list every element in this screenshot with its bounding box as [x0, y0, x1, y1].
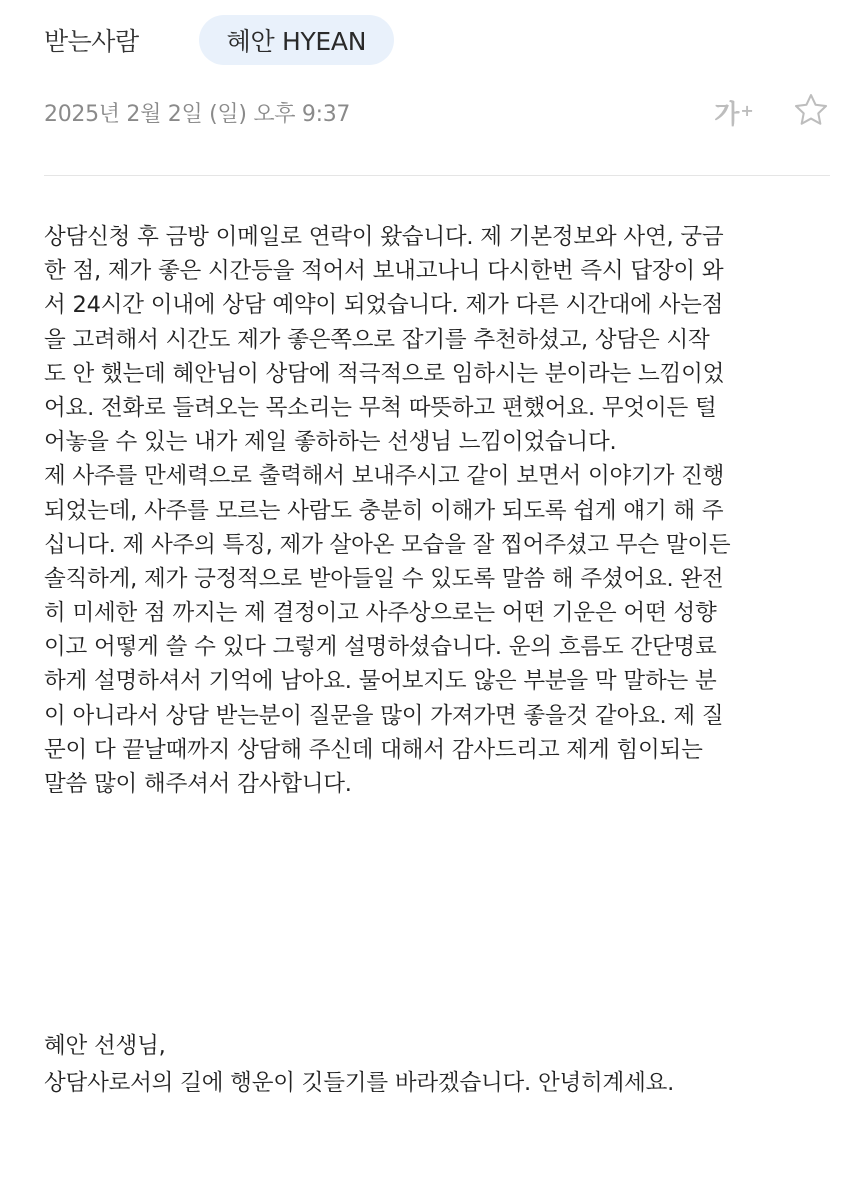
body-line: 되었는데, 사주를 모르는 사람도 충분히 이해가 되도록 쉽게 얘기 해 주 [44, 497, 724, 524]
body-line: 어놓을 수 있는 내가 제일 좋하하는 선생님 느낌이었습니다. [44, 429, 617, 456]
recipient-row [44, 14, 394, 66]
message-body [44, 220, 834, 801]
body-line: 어요. 전화로 들려오는 목소리는 무척 따뜻하고 편했어요. 무엇이든 털 [44, 394, 717, 421]
body-line: 한 점, 제가 좋은 시간등을 적어서 보내고나니 다시한번 즉시 답장이 와 [44, 258, 724, 285]
closing-farewell: 상담사로서의 길에 행운이 깃들기를 바라겠습니다. 안녕히계세요. [44, 1070, 675, 1096]
closing-greeting: 혜안 선생님, [44, 1033, 166, 1059]
body-line: 이고 어떻게 쓸 수 있다 그렇게 설명하셨습니다. 운의 흐름도 간단명료 [44, 634, 717, 661]
recipient-label: 받는사람 [44, 27, 139, 56]
sent-date: 2025년 2월 2일 (일) 오후 9:37 [44, 101, 351, 127]
header-divider [44, 175, 830, 176]
body-line: 서 24시간 이내에 상담 예약이 되었습니다. 제가 다른 시간대에 사는점 [44, 292, 724, 319]
body-line: 솔직하게, 제가 긍정적으로 받아들일 수 있도록 말씀 해 주셨어요. 완전 [44, 565, 724, 592]
body-line: 십니다. 제 사주의 특징, 제가 살아온 모습을 잘 찝어주셨고 무슨 말이든 [44, 531, 731, 558]
body-line: 문이 다 끝날때까지 상담해 주신데 대해서 감사드리고 제게 힘이되는 [44, 736, 703, 763]
body-line: 도 안 했는데 혜안님이 상담에 적극적으로 임하시는 분이라는 느낌이었 [44, 360, 725, 387]
body-line: 히 미세한 점 까지는 제 결정이고 사주상으로는 어떤 기운은 어떤 성향 [44, 600, 717, 627]
body-line: 상담신청 후 금방 이메일로 연락이 왔습니다. 제 기본정보와 사연, 궁금 [44, 224, 724, 250]
body-line: 을 고려해서 시간도 제가 좋은쪽으로 잡기를 추천하셨고, 상담은 시작 [44, 326, 710, 353]
body-line: 이 아니라서 상담 받는분이 질문을 많이 가져가면 좋을것 같아요. 제 질 [44, 702, 724, 729]
font-size-button[interactable] [708, 92, 760, 132]
font-size-label: 가 [714, 99, 740, 130]
body-line: 하게 설명하셔서 기억에 남아요. 물어보지도 않은 부분을 막 말하는 분 [44, 668, 717, 695]
font-size-plus: + [740, 100, 754, 120]
recipient-chip[interactable]: 혜안 HYEAN [199, 15, 395, 65]
star-outline-icon [792, 91, 830, 133]
body-line: 말씀 많이 해주셔서 감사합니다. [44, 771, 352, 797]
body-line: 제 사주를 만세력으로 출력해서 보내주시고 같이 보면서 이야기가 진행 [44, 463, 725, 490]
star-button[interactable] [790, 92, 832, 132]
message-closing [44, 1028, 834, 1102]
